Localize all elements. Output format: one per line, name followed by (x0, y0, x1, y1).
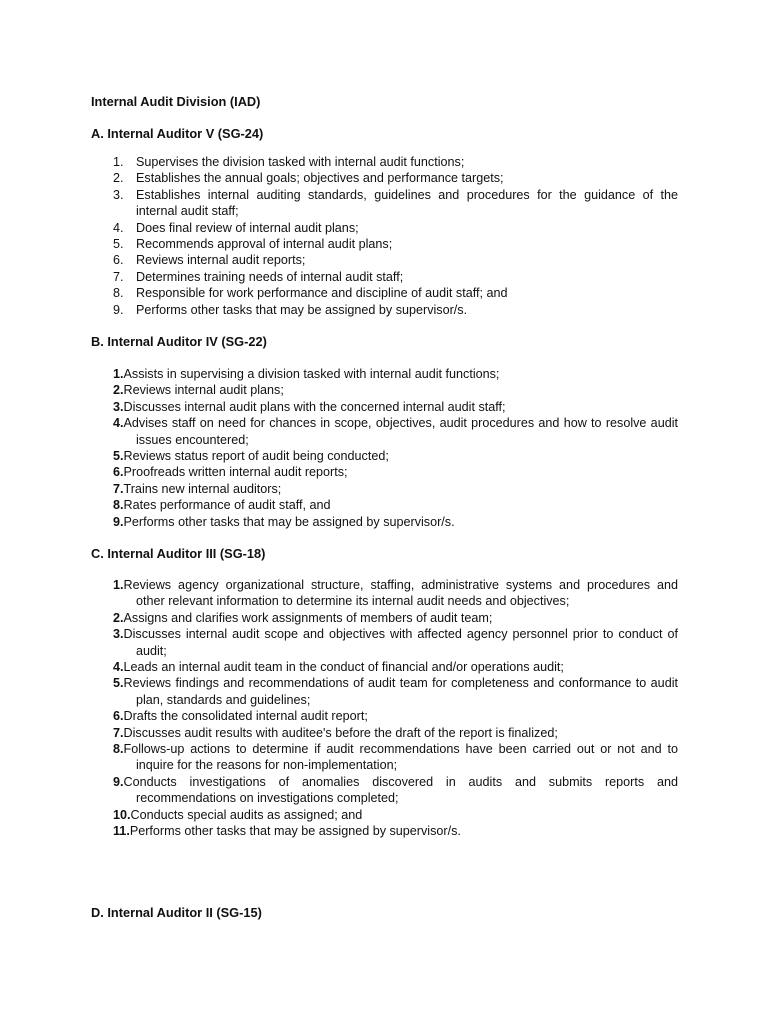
list-item (113, 236, 678, 252)
list-item-number: 2. (113, 610, 124, 625)
section-c-list (113, 577, 678, 840)
list-item-text: Reviews findings and recommendations of audit team for completeness and conformance to audit plan, standards and guidelines; (123, 676, 678, 707)
section-b-list (113, 366, 678, 530)
list-item-text: Trains new internal auditors; (123, 481, 282, 496)
list-item (113, 170, 678, 186)
list-item-text: Determines training needs of internal audit staff; (136, 269, 404, 284)
list-item-number: 1. (113, 578, 124, 592)
list-item (113, 187, 678, 220)
list-item-number: 8. (113, 286, 124, 301)
list-item-text: Conducts special audits as assigned; and (130, 807, 363, 822)
list-item-number: 2. (113, 171, 124, 186)
list-item-number: 10. (113, 807, 131, 822)
list-item (113, 708, 678, 724)
list-item-text: Reviews agency organizational structure, staffing, administrative systems and procedures and other relevant information to determine its internal audit needs and objectives; (123, 578, 678, 609)
list-item-text: Reviews internal audit reports; (136, 253, 306, 268)
list-item (113, 415, 678, 448)
list-item-text: Performs other tasks that may be assigned by supervisor/s. (123, 514, 455, 529)
list-item-number: 1. (113, 367, 124, 381)
list-item-text: Drafts the consolidated internal audit report; (123, 709, 368, 724)
list-item-text: Discusses internal audit scope and objectives with affected agency personnel prior to conduct of audit; (123, 627, 678, 658)
list-item (113, 807, 678, 823)
list-item (113, 302, 678, 318)
list-item-text: Performs other tasks that may be assigned by supervisor/s. (136, 302, 468, 317)
list-item-number: 9. (113, 302, 124, 317)
list-item-number: 7. (113, 725, 124, 740)
list-item-text: Reviews status report of audit being conducted; (123, 449, 389, 464)
list-item-number: 7. (113, 269, 124, 284)
list-item (113, 285, 678, 301)
list-item-number: 11. (113, 824, 130, 839)
list-item-text: Proofreads written internal audit reports; (123, 465, 348, 480)
list-item (113, 366, 678, 382)
list-item-number: 3. (113, 399, 124, 414)
list-item-number: 5. (113, 449, 124, 464)
list-item-number: 6. (113, 709, 124, 724)
list-item-number: 3. (113, 187, 124, 202)
list-item-text: Performs other tasks that may be assigned by supervisor/s. (129, 824, 461, 839)
section-a-heading: A. Internal Auditor V (SG-24) (91, 126, 264, 141)
list-item-text: Assigns and clarifies work assignments of members of audit team; (123, 610, 493, 625)
list-item-number: 9. (113, 514, 124, 529)
list-item (113, 382, 678, 398)
section-c-heading: C. Internal Auditor III (SG-18) (91, 546, 266, 561)
list-item (113, 154, 678, 170)
list-item-text: Supervises the division tasked with internal audit functions; (136, 155, 465, 169)
list-item-number: 4. (113, 220, 124, 235)
list-item-text: Discusses internal audit plans with the concerned internal audit staff; (123, 399, 506, 414)
list-item-number: 4. (113, 660, 124, 675)
list-item (113, 725, 678, 741)
list-item (113, 675, 678, 708)
list-item (113, 659, 678, 675)
list-item (113, 269, 678, 285)
list-item-text: Assists in supervising a division tasked with internal audit functions; (123, 367, 500, 381)
list-item (113, 448, 678, 464)
list-item (113, 399, 678, 415)
list-item-number: 9. (113, 774, 124, 789)
section-a-list (113, 154, 678, 318)
list-item (113, 514, 678, 530)
list-item (113, 823, 678, 839)
list-item-number: 3. (113, 627, 124, 642)
list-item-text: Rates performance of audit staff, and (123, 498, 331, 513)
list-item-number: 8. (113, 498, 124, 513)
list-item (113, 774, 678, 807)
list-item-text: Conducts investigations of anomalies discovered in audits and submits reports and recommendations on investigations completed; (123, 774, 678, 806)
list-item-text: Recommends approval of internal audit plans; (136, 237, 393, 252)
list-item-number: 5. (113, 676, 124, 691)
list-item (113, 497, 678, 513)
list-item-number: 2. (113, 383, 124, 398)
list-item-text: Discusses audit results with auditee's before the draft of the report is finalized; (123, 725, 558, 740)
list-item-text: Responsible for work performance and discipline of audit staff; and (136, 286, 508, 301)
list-item (113, 626, 678, 659)
list-item-number: 4. (113, 416, 124, 431)
list-item-text: Establishes internal auditing standards, guidelines and procedures for the guidance of the internal audit staff; (136, 187, 678, 219)
list-item-text: Advises staff on need for chances in scope, objectives, audit procedures and how to resolve audit issues encountered; (123, 416, 678, 447)
list-item-number: 8. (113, 742, 124, 757)
section-b-heading: B. Internal Auditor IV (SG-22) (91, 334, 267, 349)
list-item-number: 5. (113, 237, 124, 252)
section-d-heading: D. Internal Auditor II (SG-15) (91, 905, 262, 920)
list-item (113, 741, 678, 774)
document-title: Internal Audit Division (IAD) (91, 94, 261, 109)
list-item-text: Follows-up actions to determine if audit recommendations have been carried out or not and to inquire for the reasons for non-implementation; (123, 742, 678, 773)
list-item-number: 1. (113, 155, 124, 169)
list-item-text: Leads an internal audit team in the conduct of financial and/or operations audit; (123, 660, 564, 675)
list-item-text: Does final review of internal audit plans; (136, 220, 359, 235)
list-item (113, 577, 678, 610)
list-item-number: 7. (113, 481, 124, 496)
list-item-number: 6. (113, 253, 124, 268)
list-item (113, 220, 678, 236)
list-item (113, 464, 678, 480)
list-item (113, 610, 678, 626)
list-item-text: Reviews internal audit plans; (123, 383, 284, 398)
list-item (113, 252, 678, 268)
list-item-text: Establishes the annual goals; objectives and performance targets; (136, 171, 504, 186)
list-item (113, 481, 678, 497)
list-item-number: 6. (113, 465, 124, 480)
